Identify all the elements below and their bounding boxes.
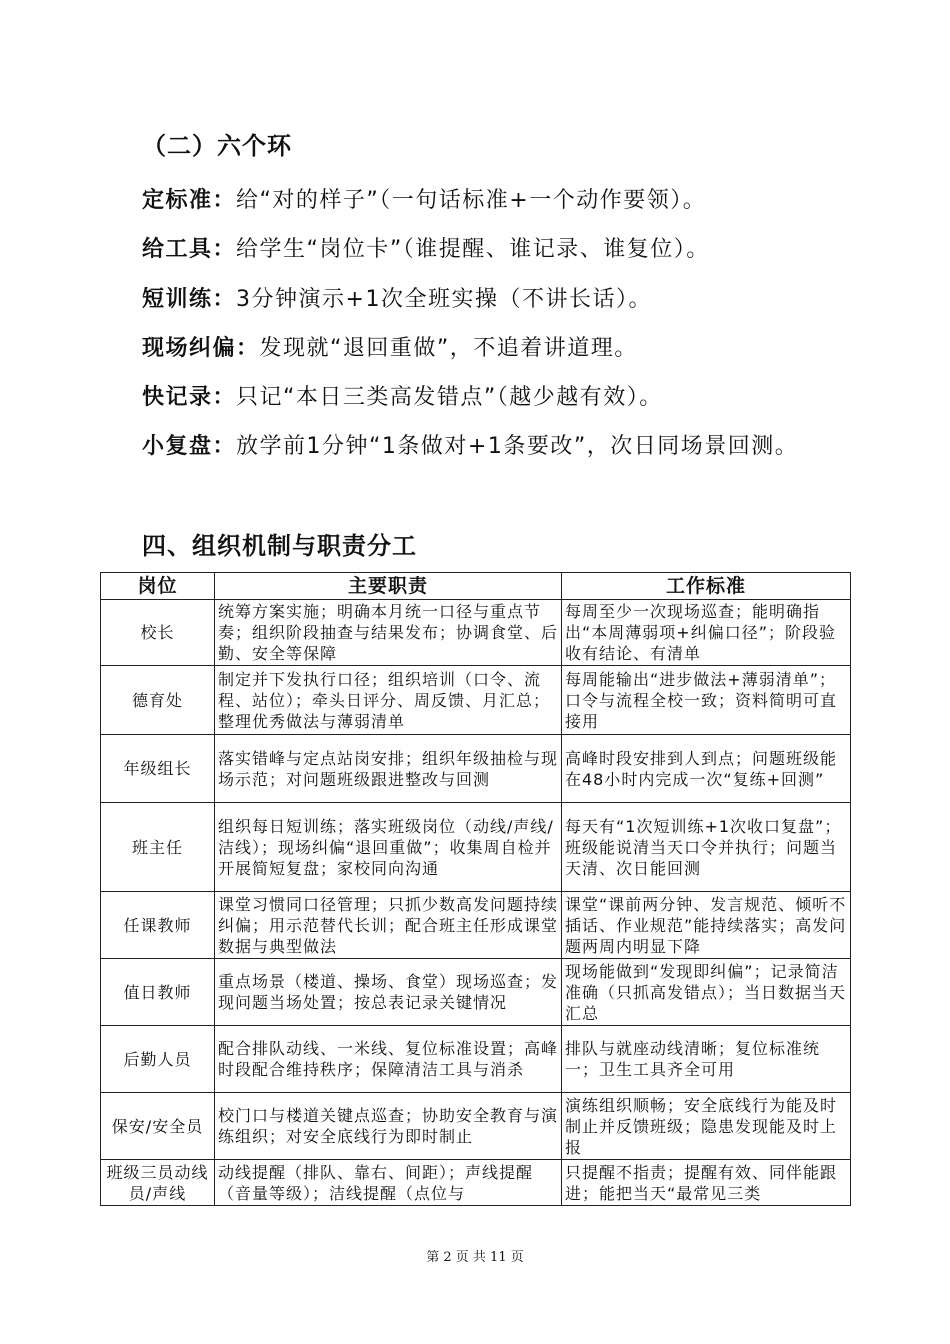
cell-position: 保安/安全员	[101, 1093, 215, 1160]
ring-paragraph	[142, 326, 862, 372]
cell-standard: 课堂“课前两分钟、发言规范、倾听不插话、作业规范”能持续落实；高发问题两周内明显下降	[562, 892, 851, 959]
ring-text: 给学生“岗位卡”（谁提醒、谁记录、谁复位）。	[236, 237, 710, 262]
responsibility-table	[100, 572, 851, 1206]
ring-paragraph	[142, 277, 862, 323]
ring-text: 给“对的样子”（一句话标准+一个动作要领）。	[236, 188, 707, 213]
cell-duty: 动线提醒（排队、靠右、间距）；声线提醒（音量等级）；洁线提醒（点位与	[215, 1160, 562, 1206]
ring-text: 发现就“退回重做”，不追着讲道理。	[259, 336, 638, 361]
cell-standard: 每周能输出“进步做法+薄弱清单”；口令与流程全校一致；资料简明可直接用	[562, 666, 851, 735]
ring-label: 给工具：	[142, 237, 237, 262]
ring-paragraph	[90, 424, 862, 470]
table-row	[101, 735, 851, 803]
cell-standard: 只提醒不指责；提醒有效、同伴能跟进；能把当天“最常见三类	[562, 1160, 851, 1206]
ring-paragraph	[142, 178, 862, 224]
cell-duty: 落实错峰与定点站岗安排；组织年级抽检与现场示范；对问题班级跟进整改与回测	[215, 735, 562, 803]
ring-paragraph	[142, 227, 862, 273]
cell-duty: 课堂习惯同口径管理；只抓少数高发问题持续纠偏；用示范替代长训；配合班主任形成课堂数据与典型做法	[215, 892, 562, 959]
table-row	[101, 1026, 851, 1093]
cell-position: 年级组长	[101, 735, 215, 803]
cell-duty: 重点场景（楼道、操场、食堂）现场巡查；发现问题当场处置；按总表记录关键情况	[215, 959, 562, 1026]
ring-label: 短训练：	[142, 287, 237, 312]
ring-paragraph	[142, 375, 862, 421]
cell-position: 任课教师	[101, 892, 215, 959]
ring-text: 只记“本日三类高发错点”（越少越有效）。	[236, 385, 663, 410]
table-row	[101, 1160, 851, 1206]
ring-text: 3分钟演示+1次全班实操（不讲长话）。	[236, 287, 652, 312]
cell-standard: 高峰时段安排到人到点；问题班级能在48小时内完成一次“复练+回测”	[562, 735, 851, 803]
header-position: 岗位	[101, 573, 215, 600]
ring-text: 放学前1分钟“1条做对+1条要改”，次日同场景回测。	[236, 434, 799, 459]
header-duty: 主要职责	[215, 573, 562, 600]
page-footer: 第 2 页 共 11 页	[426, 1250, 524, 1265]
table-row	[101, 803, 851, 892]
cell-standard: 现场能做到“发现即纠偏”；记录简洁准确（只抓高发错点）；当日数据当天汇总	[562, 959, 851, 1026]
cell-standard: 演练组织顺畅；安全底线行为能及时制止并反馈班级；隐患发现能及时上报	[562, 1093, 851, 1160]
table-row	[101, 892, 851, 959]
ring-label: 小复盘：	[142, 434, 237, 459]
cell-duty: 校门口与楼道关键点巡查；协助安全教育与演练组织；对安全底线行为即时制止	[215, 1093, 562, 1160]
ring-label: 现场纠偏：	[142, 336, 260, 361]
table-row	[101, 600, 851, 666]
ring-label: 快记录：	[142, 385, 237, 410]
table-row	[101, 959, 851, 1026]
cell-position: 后勤人员	[101, 1026, 215, 1093]
cell-position: 德育处	[101, 666, 215, 735]
cell-standard: 每周至少一次现场巡查；能明确指出“本周薄弱项+纠偏口径”；阶段验收有结论、有清单	[562, 600, 851, 666]
table-row	[101, 1093, 851, 1160]
cell-position: 值日教师	[101, 959, 215, 1026]
cell-duty: 组织每日短训练；落实班级岗位（动线/声线/洁线）；现场纠偏“退回重做”；收集周自检并开展简短复盘；家校同向沟通	[215, 803, 562, 892]
table-header-row	[101, 573, 851, 600]
cell-duty: 统筹方案实施；明确本月统一口径与重点节奏；组织阶段抽查与结果发布；协调食堂、后勤、安全等保障	[215, 600, 562, 666]
cell-position: 校长	[101, 600, 215, 666]
cell-standard: 排队与就座动线清晰；复位标准统一；卫生工具齐全可用	[562, 1026, 851, 1093]
cell-standard: 每天有“1次短训练+1次收口复盘”；班级能说清当天口令并执行；问题当天清、次日能回测	[562, 803, 851, 892]
cell-duty: 制定并下发执行口径；组织培训（口令、流程、站位）；牵头日评分、周反馈、月汇总；整理优秀做法与薄弱清单	[215, 666, 562, 735]
section-heading: 四、组织机制与职责分工	[142, 532, 417, 560]
header-standard: 工作标准	[562, 573, 851, 600]
table-row	[101, 666, 851, 735]
cell-position: 班级三员动线员/声线	[101, 1160, 215, 1206]
ring-label: 定标准：	[142, 188, 237, 213]
cell-position: 班主任	[101, 803, 215, 892]
cell-duty: 配合排队动线、一米线、复位标准设置；高峰时段配合维持秩序；保障清洁工具与消杀	[215, 1026, 562, 1093]
sub-heading: （二）六个环	[142, 132, 292, 160]
